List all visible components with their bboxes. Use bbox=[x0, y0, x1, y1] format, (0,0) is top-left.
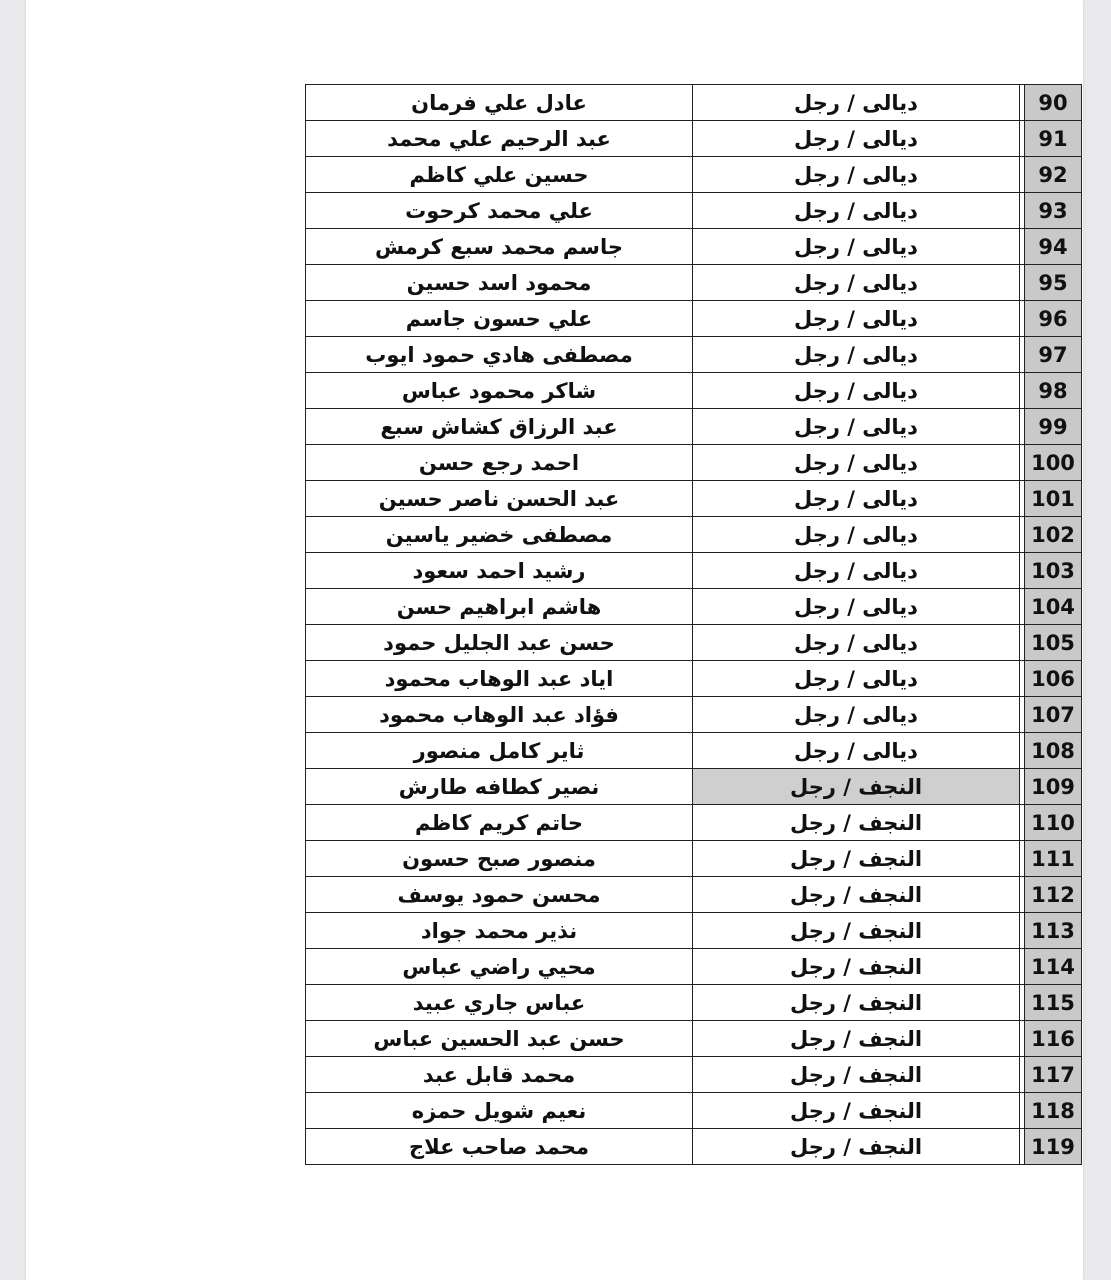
name-cell: حسين علي كاظم bbox=[306, 157, 693, 193]
table-row bbox=[306, 409, 1082, 445]
table-container bbox=[305, 84, 1080, 1165]
row-number-cell: 95 bbox=[1025, 265, 1082, 301]
row-number-cell: 102 bbox=[1025, 517, 1082, 553]
table-row bbox=[306, 373, 1082, 409]
table-row bbox=[306, 337, 1082, 373]
region-cell: النجف / رجل bbox=[693, 985, 1020, 1021]
region-cell: النجف / رجل bbox=[693, 913, 1020, 949]
table-row bbox=[306, 265, 1082, 301]
table-row bbox=[306, 193, 1082, 229]
row-number-cell: 116 bbox=[1025, 1021, 1082, 1057]
column-gap bbox=[1020, 481, 1025, 517]
name-cell: نصير كطافه طارش bbox=[306, 769, 693, 805]
column-gap bbox=[1020, 85, 1025, 121]
region-cell: النجف / رجل bbox=[693, 1093, 1020, 1129]
row-number-cell: 111 bbox=[1025, 841, 1082, 877]
name-cell: محمود اسد حسين bbox=[306, 265, 693, 301]
table-row bbox=[306, 625, 1082, 661]
name-cell: احمد رجع حسن bbox=[306, 445, 693, 481]
column-gap bbox=[1020, 121, 1025, 157]
column-gap bbox=[1020, 1021, 1025, 1057]
name-cell: عبد الحسن ناصر حسين bbox=[306, 481, 693, 517]
region-cell: ديالى / رجل bbox=[693, 337, 1020, 373]
region-cell: ديالى / رجل bbox=[693, 265, 1020, 301]
table-row bbox=[306, 841, 1082, 877]
column-gap bbox=[1020, 193, 1025, 229]
column-gap bbox=[1020, 1057, 1025, 1093]
table-row bbox=[306, 697, 1082, 733]
name-cell: مصطفى خضير ياسين bbox=[306, 517, 693, 553]
name-cell: عباس جاري عبيد bbox=[306, 985, 693, 1021]
region-cell: ديالى / رجل bbox=[693, 85, 1020, 121]
name-cell: عادل علي فرمان bbox=[306, 85, 693, 121]
row-number-cell: 106 bbox=[1025, 661, 1082, 697]
table-row bbox=[306, 1129, 1082, 1165]
column-gap bbox=[1020, 265, 1025, 301]
region-cell: ديالى / رجل bbox=[693, 517, 1020, 553]
row-number-cell: 114 bbox=[1025, 949, 1082, 985]
table-row bbox=[306, 913, 1082, 949]
name-cell: مصطفى هادي حمود ايوب bbox=[306, 337, 693, 373]
column-gap bbox=[1020, 805, 1025, 841]
name-cell: رشيد احمد سعود bbox=[306, 553, 693, 589]
name-cell: محمد قابل عبد bbox=[306, 1057, 693, 1093]
table-row bbox=[306, 877, 1082, 913]
table-row bbox=[306, 85, 1082, 121]
column-gap bbox=[1020, 913, 1025, 949]
region-cell: ديالى / رجل bbox=[693, 733, 1020, 769]
name-cell: نعيم شويل حمزه bbox=[306, 1093, 693, 1129]
table-row bbox=[306, 1093, 1082, 1129]
row-number-cell: 115 bbox=[1025, 985, 1082, 1021]
column-gap bbox=[1020, 337, 1025, 373]
table-row bbox=[306, 445, 1082, 481]
column-gap bbox=[1020, 301, 1025, 337]
region-cell: النجف / رجل bbox=[693, 1057, 1020, 1093]
column-gap bbox=[1020, 409, 1025, 445]
column-gap bbox=[1020, 517, 1025, 553]
name-cell: محيي راضي عباس bbox=[306, 949, 693, 985]
table-row bbox=[306, 805, 1082, 841]
table-row bbox=[306, 1057, 1082, 1093]
region-cell: ديالى / رجل bbox=[693, 697, 1020, 733]
name-cell: حسن عبد الجليل حمود bbox=[306, 625, 693, 661]
row-number-cell: 97 bbox=[1025, 337, 1082, 373]
name-cell: علي محمد كرحوت bbox=[306, 193, 693, 229]
row-number-cell: 107 bbox=[1025, 697, 1082, 733]
column-gap bbox=[1020, 1129, 1025, 1165]
row-number-cell: 93 bbox=[1025, 193, 1082, 229]
table-row bbox=[306, 661, 1082, 697]
region-cell: ديالى / رجل bbox=[693, 409, 1020, 445]
row-number-cell: 104 bbox=[1025, 589, 1082, 625]
table-row bbox=[306, 121, 1082, 157]
row-number-cell: 101 bbox=[1025, 481, 1082, 517]
column-gap bbox=[1020, 229, 1025, 265]
row-number-cell: 96 bbox=[1025, 301, 1082, 337]
table-row bbox=[306, 1021, 1082, 1057]
region-cell: ديالى / رجل bbox=[693, 229, 1020, 265]
table-row bbox=[306, 157, 1082, 193]
region-cell: ديالى / رجل bbox=[693, 661, 1020, 697]
column-gap bbox=[1020, 589, 1025, 625]
row-number-cell: 109 bbox=[1025, 769, 1082, 805]
names-table bbox=[305, 84, 1082, 1165]
region-cell: ديالى / رجل bbox=[693, 193, 1020, 229]
row-number-cell: 98 bbox=[1025, 373, 1082, 409]
document-page bbox=[26, 0, 1083, 1280]
region-cell: ديالى / رجل bbox=[693, 121, 1020, 157]
table-row bbox=[306, 301, 1082, 337]
region-cell: ديالى / رجل bbox=[693, 481, 1020, 517]
table-row bbox=[306, 733, 1082, 769]
name-cell: عبد الرزاق كشاش سبع bbox=[306, 409, 693, 445]
column-gap bbox=[1020, 553, 1025, 589]
table-row bbox=[306, 553, 1082, 589]
row-number-cell: 94 bbox=[1025, 229, 1082, 265]
name-cell: اياد عبد الوهاب محمود bbox=[306, 661, 693, 697]
table-row bbox=[306, 517, 1082, 553]
column-gap bbox=[1020, 373, 1025, 409]
region-cell: ديالى / رجل bbox=[693, 373, 1020, 409]
row-number-cell: 103 bbox=[1025, 553, 1082, 589]
region-cell: ديالى / رجل bbox=[693, 553, 1020, 589]
name-cell: ثاير كامل منصور bbox=[306, 733, 693, 769]
row-number-cell: 100 bbox=[1025, 445, 1082, 481]
table-row bbox=[306, 985, 1082, 1021]
name-cell: علي حسون جاسم bbox=[306, 301, 693, 337]
row-number-cell: 105 bbox=[1025, 625, 1082, 661]
column-gap bbox=[1020, 157, 1025, 193]
region-cell: النجف / رجل bbox=[693, 1021, 1020, 1057]
region-cell: النجف / رجل bbox=[693, 769, 1020, 805]
row-number-cell: 108 bbox=[1025, 733, 1082, 769]
row-number-cell: 113 bbox=[1025, 913, 1082, 949]
table-row bbox=[306, 481, 1082, 517]
column-gap bbox=[1020, 769, 1025, 805]
row-number-cell: 119 bbox=[1025, 1129, 1082, 1165]
row-number-cell: 112 bbox=[1025, 877, 1082, 913]
name-cell: جاسم محمد سبع كرمش bbox=[306, 229, 693, 265]
row-number-cell: 117 bbox=[1025, 1057, 1082, 1093]
region-cell: ديالى / رجل bbox=[693, 589, 1020, 625]
region-cell: النجف / رجل bbox=[693, 1129, 1020, 1165]
table-row bbox=[306, 769, 1082, 805]
table-row bbox=[306, 229, 1082, 265]
row-number-cell: 99 bbox=[1025, 409, 1082, 445]
region-cell: النجف / رجل bbox=[693, 877, 1020, 913]
region-cell: النجف / رجل bbox=[693, 805, 1020, 841]
column-gap bbox=[1020, 877, 1025, 913]
name-cell: منصور صبح حسون bbox=[306, 841, 693, 877]
column-gap bbox=[1020, 1093, 1025, 1129]
name-cell: محمد صاحب علاج bbox=[306, 1129, 693, 1165]
name-cell: عبد الرحيم علي محمد bbox=[306, 121, 693, 157]
name-cell: حسن عبد الحسين عباس bbox=[306, 1021, 693, 1057]
table-row bbox=[306, 589, 1082, 625]
region-cell: ديالى / رجل bbox=[693, 445, 1020, 481]
column-gap bbox=[1020, 733, 1025, 769]
name-cell: فؤاد عبد الوهاب محمود bbox=[306, 697, 693, 733]
name-cell: محسن حمود يوسف bbox=[306, 877, 693, 913]
region-cell: ديالى / رجل bbox=[693, 625, 1020, 661]
row-number-cell: 90 bbox=[1025, 85, 1082, 121]
row-number-cell: 110 bbox=[1025, 805, 1082, 841]
table-row bbox=[306, 949, 1082, 985]
row-number-cell: 91 bbox=[1025, 121, 1082, 157]
name-cell: هاشم ابراهيم حسن bbox=[306, 589, 693, 625]
column-gap bbox=[1020, 625, 1025, 661]
row-number-cell: 92 bbox=[1025, 157, 1082, 193]
column-gap bbox=[1020, 661, 1025, 697]
column-gap bbox=[1020, 949, 1025, 985]
region-cell: ديالى / رجل bbox=[693, 301, 1020, 337]
column-gap bbox=[1020, 697, 1025, 733]
region-cell: النجف / رجل bbox=[693, 841, 1020, 877]
name-cell: حاتم كريم كاظم bbox=[306, 805, 693, 841]
region-cell: ديالى / رجل bbox=[693, 157, 1020, 193]
name-cell: شاكر محمود عباس bbox=[306, 373, 693, 409]
column-gap bbox=[1020, 445, 1025, 481]
column-gap bbox=[1020, 841, 1025, 877]
row-number-cell: 118 bbox=[1025, 1093, 1082, 1129]
names-table-body bbox=[306, 85, 1082, 1165]
region-cell: النجف / رجل bbox=[693, 949, 1020, 985]
name-cell: نذير محمد جواد bbox=[306, 913, 693, 949]
column-gap bbox=[1020, 985, 1025, 1021]
